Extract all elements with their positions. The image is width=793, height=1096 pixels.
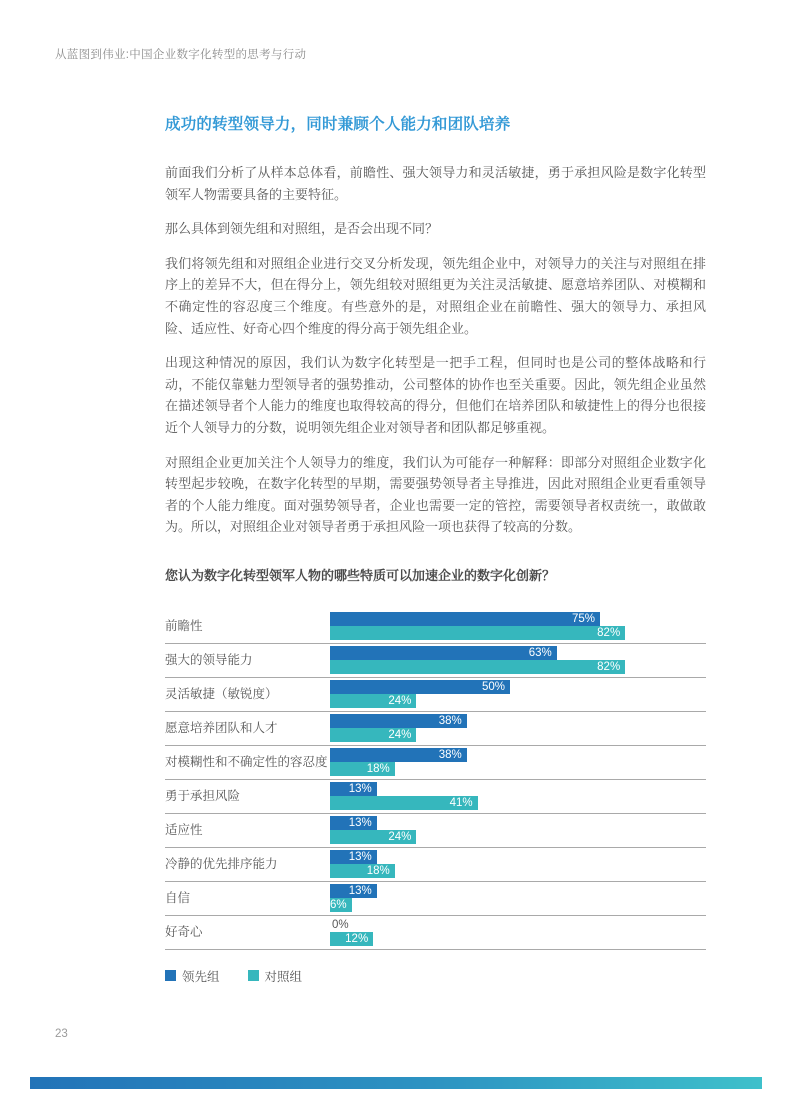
chart-category-label: 愿意培养团队和人才 xyxy=(165,721,278,736)
chart-category-label: 适应性 xyxy=(165,823,203,838)
chart-category-label: 对模糊性和不确定性的容忍度 xyxy=(165,755,328,770)
legend-swatch-lead-group xyxy=(165,970,176,981)
chart-bar-group xyxy=(330,884,700,912)
chart-category-label: 好奇心 xyxy=(165,925,203,940)
bar-control-group: 82% xyxy=(330,660,625,674)
chart-bar-group xyxy=(330,748,700,776)
chart-row xyxy=(165,644,706,678)
bar-control-group: 41% xyxy=(330,796,478,810)
bar-control-group: 24% xyxy=(330,694,416,708)
document-header-title: 从蓝图到伟业:中国企业数字化转型的思考与行动 xyxy=(55,49,307,61)
chart-bar-group xyxy=(330,612,700,640)
bar-lead-group: 13% xyxy=(330,850,377,864)
bar-lead-group: 13% xyxy=(330,782,377,796)
paragraph: 对照组企业更加关注个人领导力的维度，我们认为可能存一种解释：即部分对照组企业数字化转型起步较晚，在数字化转型的早期，需要强势领导者主导推进，因此对照组企业更看重领导者的个人能力维度。面对强势领导者，企业也需要一定的管控，需要领导者权责统一，敢做敢为。所以，对照组企业对领导者勇于承担风险一项也获得了较高的分数。 xyxy=(165,454,706,535)
paragraph: 我们将领先组和对照组企业进行交叉分析发现，领先组企业中，对领导力的关注与对照组在排序上的差异不大，但在得分上，领先组较对照组更为关注灵活敏捷、愿意培养团队、对模糊和不确定性的容忍度三个维度。有些意外的是，对照组企业在前瞻性、强大的领导力、承担风险、适应性、好奇心四个维度的得分高于领先组企业。 xyxy=(165,255,706,336)
legend-label-control-group: 对照组 xyxy=(264,969,303,984)
chart-row xyxy=(165,746,706,780)
bar-lead-group: 13% xyxy=(330,816,377,830)
chart-question-title: 您认为数字化转型领军人物的哪些特质可以加速企业的数字化创新？ xyxy=(165,567,556,583)
chart-category-label: 冷静的优先排序能力 xyxy=(165,857,278,872)
chart-row xyxy=(165,916,706,950)
chart-row xyxy=(165,678,706,712)
chart-row xyxy=(165,848,706,882)
bar-control-group: 18% xyxy=(330,864,395,878)
chart-category-label: 灵活敏捷（敏锐度） xyxy=(165,687,278,702)
legend-item-lead-group xyxy=(165,967,220,985)
chart-bar-group xyxy=(330,646,700,674)
chart-bar-group xyxy=(330,782,700,810)
bar-lead-group: 38% xyxy=(330,714,467,728)
chart-legend xyxy=(165,967,706,985)
bar-control-group: 6% xyxy=(330,898,352,912)
bar-lead-group: 50% xyxy=(330,680,510,694)
section-heading: 成功的转型领导力，同时兼顾个人能力和团队培养 xyxy=(165,116,511,133)
chart-bar-group xyxy=(330,680,700,708)
bar-lead-group: 38% xyxy=(330,748,467,762)
chart-category-label: 自信 xyxy=(165,891,191,906)
chart-bar-group xyxy=(330,816,700,844)
bar-control-group: 12% xyxy=(330,932,373,946)
paragraph: 出现这种情况的原因，我们认为数字化转型是一把手工程，但同时也是公司的整体战略和行动，不能仅靠魅力型领导者的强势推动，公司整体的协作也至关重要。因此，领先组企业虽然在描述领导者个人能力的维度也取得较高的得分，但他们在培养团队和敏捷性上的得分也很接近个人领导力的分数，说明领先组企业对领导者和团队都足够重视。 xyxy=(165,355,706,435)
bar-control-group: 24% xyxy=(330,728,416,742)
bar-lead-group: 75% xyxy=(330,612,600,626)
paragraph: 前面我们分析了从样本总体看，前瞻性、强大领导力和灵活敏捷，勇于承担风险是数字化转型领军人物需要具备的主要特征。 xyxy=(165,165,706,202)
chart-row xyxy=(165,814,706,848)
bar-lead-group: 0% xyxy=(332,919,349,932)
chart-row xyxy=(165,610,706,644)
paragraph: 那么具体到领先组和对照组，是否会出现不同？ xyxy=(165,221,439,237)
grouped-bar-chart xyxy=(165,610,706,950)
chart-row xyxy=(165,882,706,916)
chart-bar-group xyxy=(330,714,700,742)
bar-control-group: 82% xyxy=(330,626,625,640)
legend-label-lead-group: 领先组 xyxy=(182,969,220,984)
bar-lead-group: 63% xyxy=(330,646,557,660)
legend-swatch-control-group xyxy=(248,970,259,981)
chart-row xyxy=(165,780,706,814)
chart-bar-group xyxy=(330,918,700,946)
bar-control-group: 24% xyxy=(330,830,416,844)
chart-bar-group xyxy=(330,850,700,878)
footer-brand-bar xyxy=(30,1077,762,1089)
article-content xyxy=(165,112,706,985)
chart-row xyxy=(165,712,706,746)
legend-item-control-group xyxy=(248,967,303,985)
page-number: 23 xyxy=(55,1028,68,1040)
chart-category-label: 强大的领导能力 xyxy=(165,653,253,668)
chart-category-label: 勇于承担风险 xyxy=(165,789,241,804)
chart-category-label: 前瞻性 xyxy=(165,619,203,634)
bar-lead-group: 13% xyxy=(330,884,377,898)
bar-control-group: 18% xyxy=(330,762,395,776)
